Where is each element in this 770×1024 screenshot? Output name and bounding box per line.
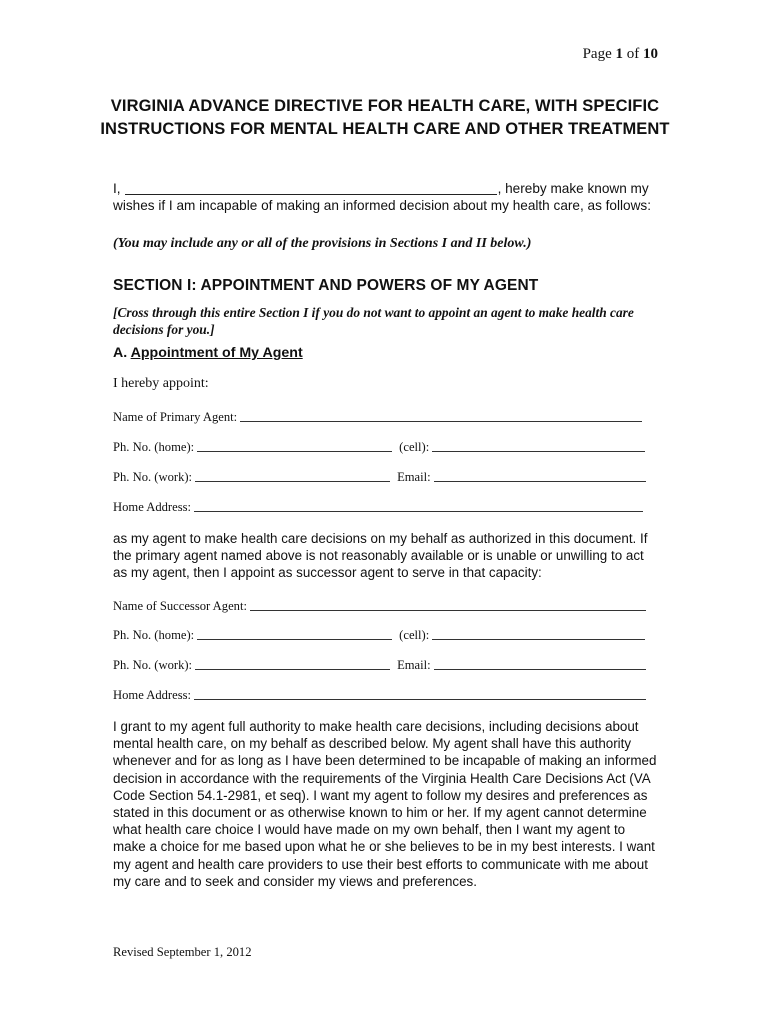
section-heading: SECTION I: APPOINTMENT AND POWERS OF MY AGENT [113,277,539,294]
field-label: Name of Successor Agent: [113,599,247,613]
primary-cell-phone-field[interactable] [432,442,645,452]
field-label: Ph. No. (work): [113,470,193,484]
subsection-heading: A. Appointment of My Agent [113,345,303,361]
successor-agent-name-row [113,599,646,614]
field-label: Name of Primary Agent: [113,410,238,424]
field-label: (cell): [399,628,430,642]
field-label: Ph. No. (work): [113,658,193,672]
declaration-continuation: wishes if I am incapable of making an informed decision about my health care, as follows: [113,198,651,213]
authority-paragraph: I grant to my agent full authority to make health care decisions, including decisions about mental health care, on my behalf as described below. My agent shall have this authority whenever and for as long as I have been determined to be incapable of making an informed decision in accordance with the requirements of the Virginia Health Care Decisions Act (VA Code Section 54.1-2981, et seq). I want my agent to follow my desires and preferences as stated in this document or as otherwise known to him or her. If my agent cannot determine what health care choice I would have made on my own behalf, then I want my agent to make a choice for me based upon what he or she believes to be in my best interests. I want my agent and health care providers to use their best efforts to communicate with me about my care and to seek and consider my views and preferences. [113,719,657,889]
provisions-note: (You may include any or all of the provisions in Sections I and II below.) [113,236,532,251]
primary-email-field[interactable] [434,472,646,482]
primary-address-field[interactable] [194,502,643,512]
declaration-suffix: , hereby make known my [497,181,649,196]
primary-home-phone-field[interactable] [197,442,392,452]
field-label: Home Address: [113,500,192,514]
field-label: (cell): [399,440,430,454]
document-title: VIRGINIA ADVANCE DIRECTIVE FOR HEALTH CARE, WITH SPECIFIC INSTRUCTIONS FOR MENTAL HEALTH CARE AND OTHER TREATMENT [100,97,670,138]
field-label: Home Address: [113,688,192,702]
declarant-name-field[interactable] [125,182,497,195]
successor-email-field[interactable] [434,660,646,670]
successor-home-phone-field[interactable] [197,630,392,640]
primary-agent-work-row [113,470,646,485]
declaration-prefix: I, [113,181,121,196]
successor-agent-phone-row [113,628,645,643]
page-number: Page 1 of 10 [582,46,658,62]
successor-agent-name-field[interactable] [250,601,646,611]
field-label: Email: [397,658,431,672]
appoint-text: I hereby appoint: [113,376,209,391]
successor-work-phone-field[interactable] [195,660,390,670]
declaration-line [113,180,658,198]
successor-cell-phone-field[interactable] [432,630,645,640]
successor-address-field[interactable] [194,690,646,700]
successor-paragraph: as my agent to make health care decisions on my behalf as authorized in this document. If the primary agent named above is not reasonably available or is unable or unwilling to act as my agent, then I appoint as successor agent to serve in that capacity: [113,531,648,581]
primary-agent-address-row [113,500,643,515]
field-label: Ph. No. (home): [113,628,195,642]
revision-footer: Revised September 1, 2012 [113,945,252,959]
successor-agent-work-row [113,658,646,673]
successor-agent-address-row [113,688,646,703]
field-label: Ph. No. (home): [113,440,195,454]
primary-agent-name-row [113,410,642,425]
primary-agent-name-field[interactable] [240,412,642,422]
field-label: Email: [397,470,431,484]
primary-agent-phone-row [113,440,645,455]
section-instruction: [Cross through this entire Section I if you do not want to appoint an agent to make health care decisions for you.] [113,305,634,337]
primary-work-phone-field[interactable] [195,472,390,482]
